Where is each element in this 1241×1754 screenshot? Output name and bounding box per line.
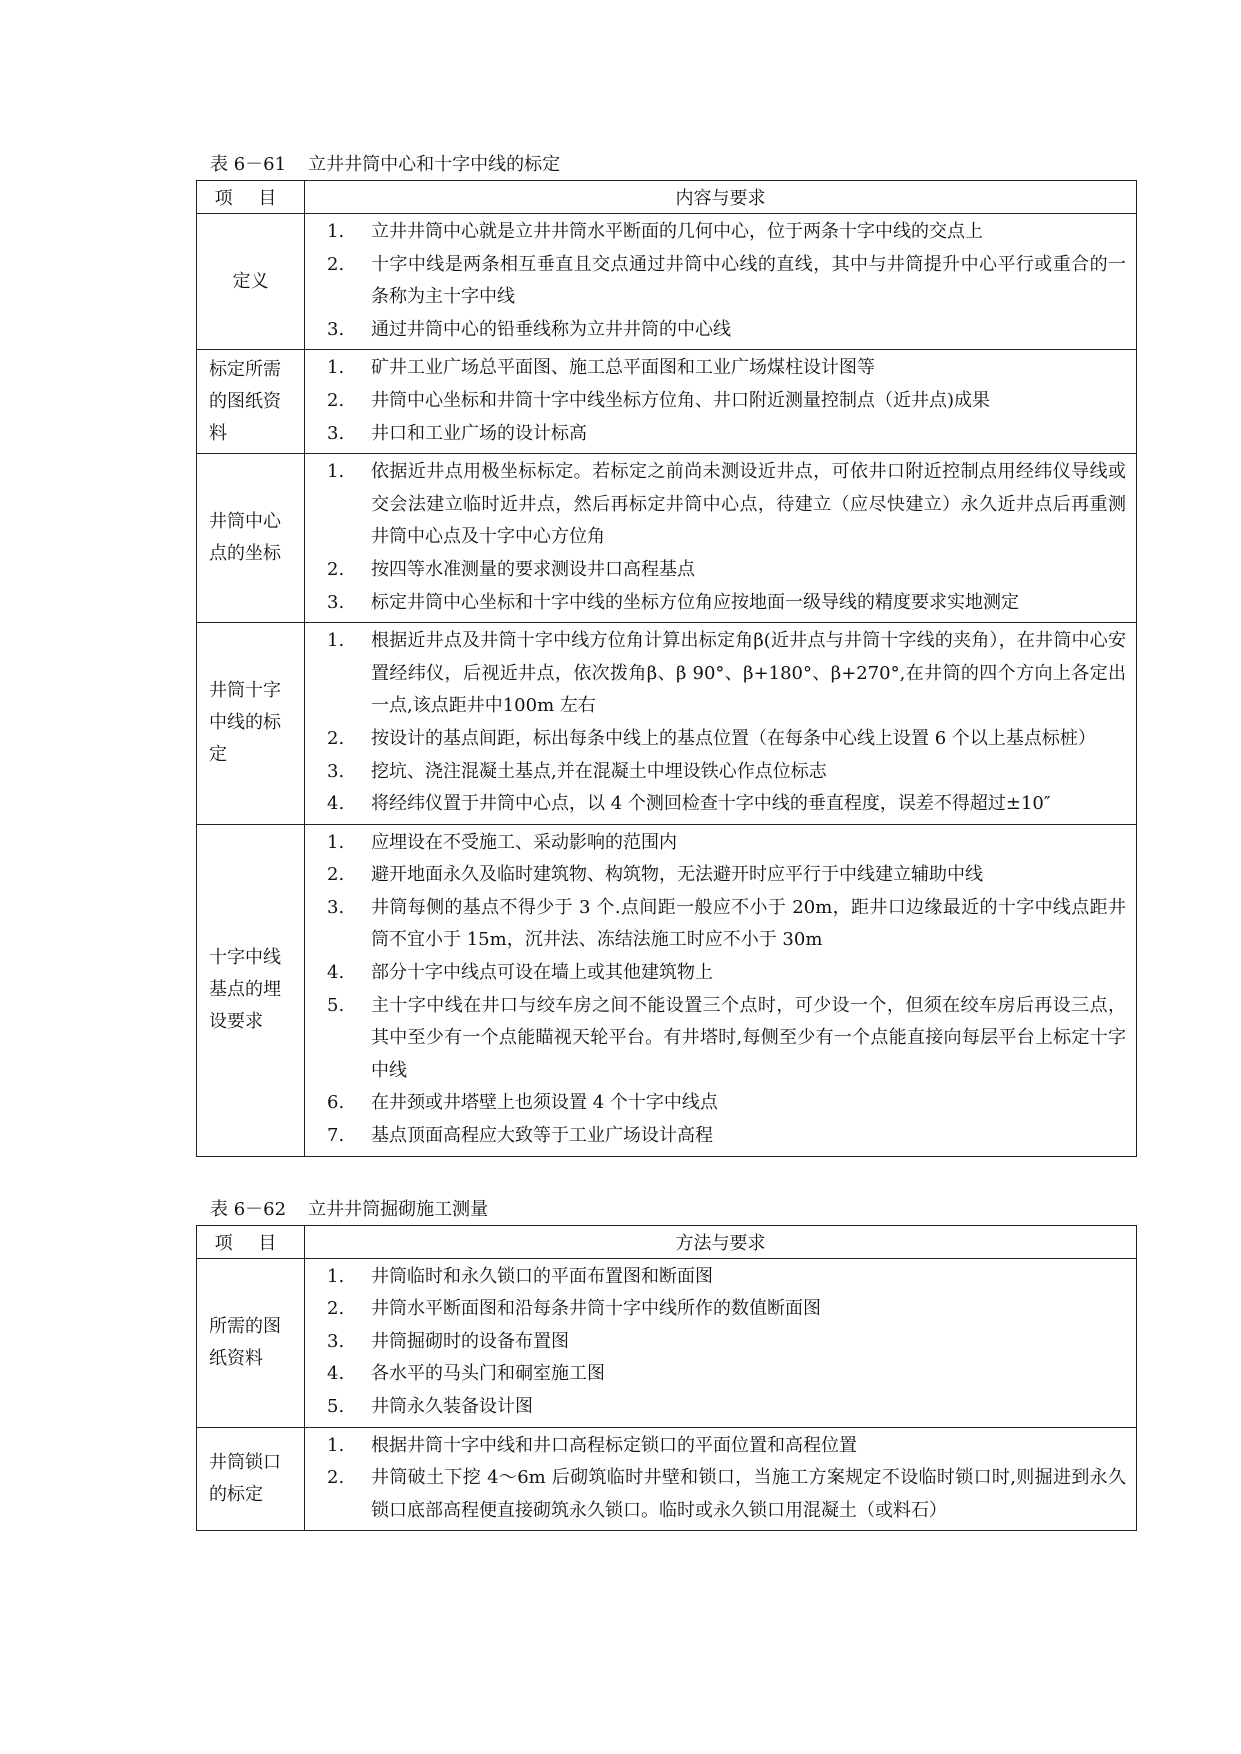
list-item: 2. 避开地面永久及临时建筑物、构筑物，无法避开时应平行于中线建立辅助中线 — [327, 864, 983, 886]
row-label: 所需的图纸资料 — [197, 1258, 305, 1427]
list-item: 3. 井口和工业广场的设计标高 — [327, 422, 587, 444]
list-item: 3. 通过井筒中心的铅垂线称为立井井筒的中心线 — [327, 318, 731, 340]
list-item: 2. 井筒破土下挖 4～6m 后砌筑临时井壁和锁口，当施工方案规定不设临时锁口时,则掘进到永久锁口底部高程便直接砌筑永久锁口。临时或永久锁口用混凝土（或料石） — [327, 1467, 1126, 1521]
list-item: 3. 挖坑、浇注混凝土基点,并在混凝土中埋设铁心作点位标志 — [327, 760, 827, 782]
list-item: 5. 主十字中线在井口与绞车房之间不能设置三个点时，可少设一个，但须在绞车房后再设三点，其中至少有一个点能瞄视天轮平台。有井塔时,每侧至少有一个点能直接向每层平台上标定十字中线 — [327, 994, 1126, 1081]
list-item: 1. 根据井筒十字中线和井口高程标定锁口的平面位置和高程位置 — [327, 1434, 857, 1456]
list-item: 1. 依据近井点用极坐标标定。若标定之前尚未测设近井点，可依井口附近控制点用经纬仪导线或交会法建立临时近井点，然后再标定井筒中心点，待建立（应尽快建立）永久近井点后再重测井筒中心点及十字中心方位角 — [327, 461, 1126, 548]
column-header-item: 项 目 — [197, 181, 305, 214]
table-row — [197, 454, 1137, 623]
list-item: 3. 井筒掘砌时的设备布置图 — [327, 1330, 569, 1352]
list-item: 2. 按四等水准测量的要求测设井口高程基点 — [327, 558, 695, 580]
row-content — [305, 623, 1137, 825]
list-item: 3. 井筒每侧的基点不得少于 3 个.点间距一般应不小于 20m，距井口边缘最近的十字中线点距井筒不宜小于 15m，沉井法、冻结法施工时应不小于 30m — [327, 896, 1126, 951]
table-title: 立井井筒中心和十字中线的标定 — [308, 154, 561, 175]
row-content — [305, 350, 1137, 454]
table-header-row — [197, 1225, 1137, 1258]
table-caption — [196, 150, 1136, 180]
table-number: 表 6－62 — [210, 1198, 287, 1220]
table-row — [197, 1427, 1137, 1531]
row-label: 井筒锁口的标定 — [197, 1427, 305, 1531]
table-header-row — [197, 181, 1137, 214]
column-header-content: 内容与要求 — [305, 181, 1137, 214]
table-row — [197, 350, 1137, 454]
list-item: 2. 井筒水平断面图和沿每条井筒十字中线所作的数值断面图 — [327, 1298, 821, 1320]
list-item: 2. 按设计的基点间距，标出每条中线上的基点位置（在每条中心线上设置 6 个以上基点标桩） — [327, 727, 1096, 749]
row-content — [305, 454, 1137, 623]
list-item: 1. 应埋设在不受施工、采动影响的范围内 — [327, 831, 677, 853]
row-label: 十字中线基点的埋设要求 — [197, 824, 305, 1156]
list-item: 1. 根据近井点及井筒十字中线方位角计算出标定角β(近井点与井筒十字线的夹角），在井筒中心安置经纬仪，后视近井点，依次拨角β、β 90°、β+180°、β+270°,在井筒的四个方向上各定出一点,该点距井中100m 左右 — [327, 630, 1126, 717]
table-caption — [196, 1195, 1136, 1225]
list-item: 1. 立井井筒中心就是立井井筒水平断面的几何中心，位于两条十字中线的交点上 — [327, 221, 983, 242]
list-item: 4. 各水平的马头门和硐室施工图 — [327, 1363, 605, 1385]
list-item: 1. 矿井工业广场总平面图、施工总平面图和工业广场煤柱设计图等 — [327, 357, 875, 379]
table-row — [197, 824, 1137, 1156]
list-item: 6. 在井颈或井塔壁上也须设置 4 个十字中线点 — [327, 1092, 718, 1114]
list-item: 5. 井筒永久装备设计图 — [327, 1396, 533, 1417]
list-item: 3. 标定井筒中心坐标和十字中线的坐标方位角应按地面一级导线的精度要求实地测定 — [327, 591, 1019, 613]
list-item: 4. 部分十字中线点可设在墙上或其他建筑物上 — [327, 962, 713, 984]
list-item: 4. 将经纬仪置于井筒中心点，以 4 个测回检查十字中线的垂直程度，误差不得超过±10″ — [327, 793, 1051, 815]
table-shaft-sinking-survey — [196, 1225, 1137, 1532]
row-content — [305, 824, 1137, 1156]
list-item: 2. 十字中线是两条相互垂直且交点通过井筒中心线的直线，其中与井筒提升中心平行或重合的一条称为主十字中线 — [327, 253, 1126, 308]
row-label: 定义 — [197, 214, 305, 350]
table-number: 表 6－61 — [210, 154, 287, 175]
row-label: 井筒中心点的坐标 — [197, 454, 305, 623]
row-content — [305, 1258, 1137, 1427]
row-content — [305, 214, 1137, 350]
list-item: 1. 井筒临时和永久锁口的平面布置图和断面图 — [327, 1265, 713, 1287]
table-title: 立井井筒掘砌施工测量 — [308, 1198, 489, 1220]
column-header-item: 项 目 — [197, 1225, 305, 1258]
row-label: 井筒十字中线的标定 — [197, 623, 305, 825]
table-row — [197, 214, 1137, 350]
list-item: 7. 基点顶面高程应大致等于工业广场设计高程 — [327, 1125, 713, 1147]
row-content — [305, 1427, 1137, 1531]
list-item: 2. 井筒中心坐标和井筒十字中线坐标方位角、井口附近测量控制点（近井点)成果 — [327, 389, 991, 411]
table-shaft-center-calibration — [196, 180, 1137, 1157]
table-row — [197, 1258, 1137, 1427]
column-header-method: 方法与要求 — [305, 1225, 1137, 1258]
table-row — [197, 623, 1137, 825]
row-label: 标定所需的图纸资料 — [197, 350, 305, 454]
document-page — [196, 150, 1136, 1531]
